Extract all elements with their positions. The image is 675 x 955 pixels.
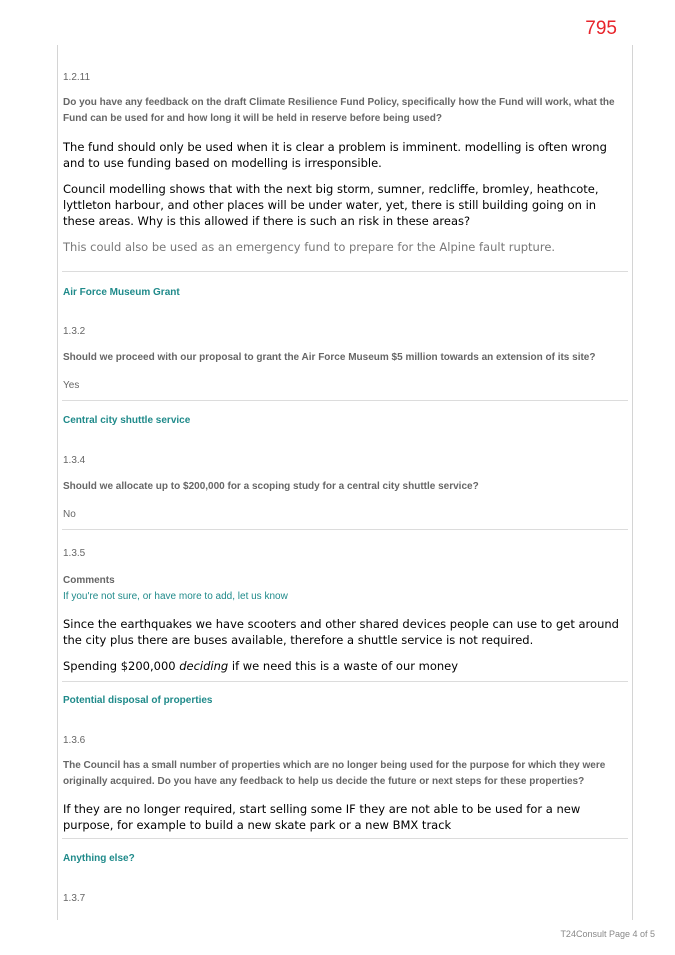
- answer-shuttle: No: [63, 509, 76, 520]
- question-shuttle: Should we allocate up to $200,000 for a scoping study for a central city shuttle service?: [63, 481, 479, 492]
- divider: [62, 838, 628, 839]
- question-number-1-3-2: 1.3.2: [63, 326, 86, 337]
- heading-anything-else: Anything else?: [63, 853, 135, 864]
- heading-shuttle: Central city shuttle service: [63, 415, 191, 426]
- divider: [62, 400, 628, 401]
- divider: [62, 529, 628, 530]
- answer-climate-3: This could also be used as an emergency fund to prepare for the Alpine fault rupture.: [63, 240, 556, 254]
- heading-air-force: Air Force Museum Grant: [63, 287, 180, 298]
- comments-hint: If you're not sure, or have more to add, let us know: [63, 591, 288, 602]
- page-number: 795: [585, 18, 617, 39]
- answer-comments-2-start: Spending $200,000: [63, 659, 180, 673]
- page-footer: T24Consult Page 4 of 5: [560, 929, 655, 939]
- question-number-1-3-5: 1.3.5: [63, 548, 86, 559]
- answer-comments-2-end: if we need this is a waste of our money: [228, 659, 459, 673]
- divider: [62, 681, 628, 682]
- answer-climate-2: Council modelling shows that with the next big storm, sumner, redcliffe, bromley, heathcote, lyttleton harbour, and other places will be under water, yet, there is still building going on in these areas. Why is this allowed if there is such an risk in these areas?: [63, 182, 599, 228]
- comments-label: Comments: [63, 575, 115, 586]
- answer-comments-2: [63, 658, 628, 674]
- question-number-1-3-4: 1.3.4: [63, 455, 86, 466]
- divider: [62, 271, 628, 272]
- question-number-1-2-11: 1.2.11: [63, 72, 91, 83]
- question-climate-fund: Do you have any feedback on the draft Climate Resilience Fund Policy, specifically how the Fund will work, what the Fund can be used for and how long it will be held in reserve before being used?: [63, 97, 615, 124]
- submission-content: [57, 45, 633, 920]
- answer-comments-2-emphasis: deciding: [179, 659, 229, 673]
- answer-climate-1: The fund should only be used when it is clear a problem is imminent. modelling is often wrong and to use funding based on modelling is irresponsible.: [63, 140, 607, 170]
- heading-properties: Potential disposal of properties: [63, 695, 213, 706]
- answer-properties: If they are no longer required, start selling some IF they are not able to be used for a new purpose, for example to build a new skate park or a new BMX track: [63, 802, 581, 832]
- question-air-force: Should we proceed with our proposal to grant the Air Force Museum $5 million towards an extension of its site?: [63, 352, 596, 363]
- answer-air-force: Yes: [63, 380, 80, 391]
- question-properties: The Council has a small number of properties which are no longer being used for the purpose for which they were originally acquired. Do you have any feedback to help us decide the future or next steps for these properties?: [63, 760, 606, 787]
- answer-comments-1: Since the earthquakes we have scooters and other shared devices people can use to get around the city plus there are buses available, therefore a shuttle service is not required.: [63, 617, 619, 647]
- question-number-1-3-7: 1.3.7: [63, 893, 86, 904]
- question-number-1-3-6: 1.3.6: [63, 735, 86, 746]
